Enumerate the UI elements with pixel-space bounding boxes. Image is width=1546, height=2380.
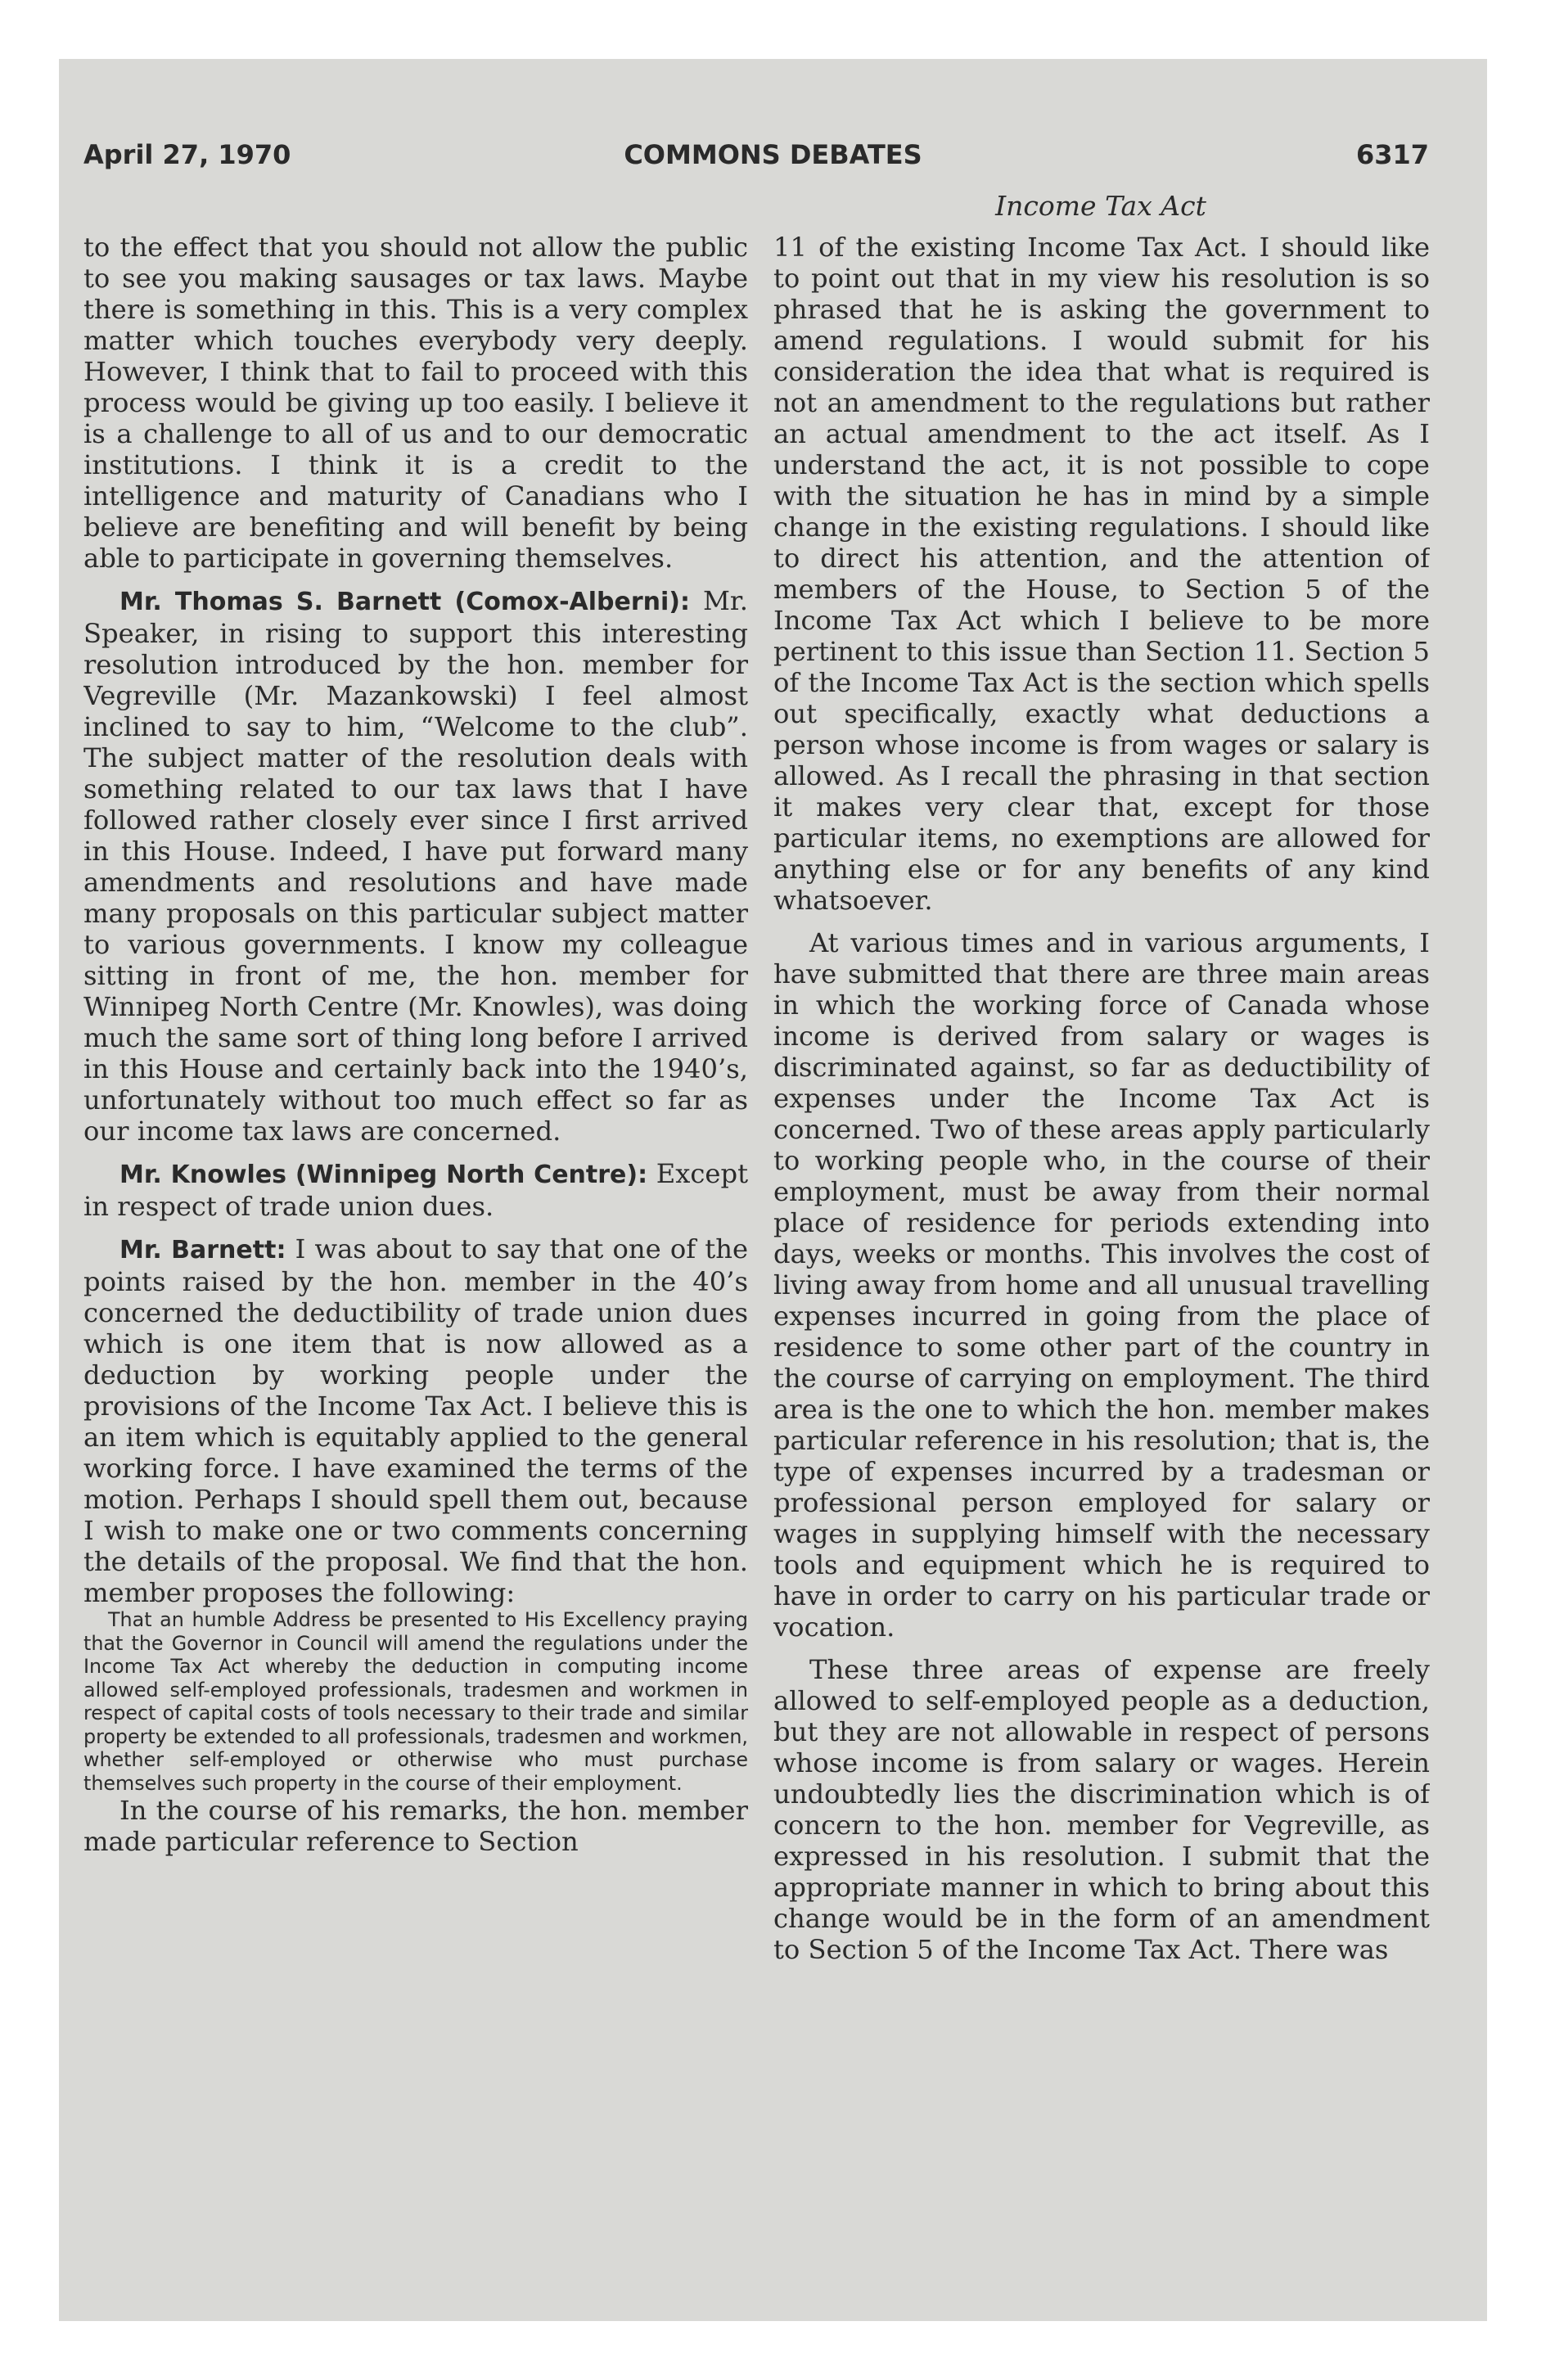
quoted-motion: That an humble Address be presented to His Excellency praying that the Governor in Council will amend the regulations under the Income Tax Act whereby the deduction in computing income allowed self-employed professionals, tradesmen and workmen in respect of capital costs of tools necessary to their trade and similar property be extended to all professionals, tradesmen and workmen, whether self-employed or otherwise who must purchase themselves such property in the course of their employment. [83,1608,748,1795]
right-column [773,232,1430,2114]
section-title: Income Tax Act [995,190,1206,222]
paragraph: In the course of his remarks, the hon. member made particular reference to Section [83,1795,748,1857]
speaker-name: Mr. Thomas S. Barnett (Comox-Alberni): [119,588,690,616]
page-date: April 27, 1970 [83,139,291,170]
speech-text: Mr. Speaker, in rising to support this interesting resolution introduced by the hon. member for Vegreville (Mr. Mazankowski) I feel almost inclined to say to him, “Welcome to the club”. The subject matter of the resolution deals with something related to our tax laws that I have followed rather closely ever since I first arrived in this House. Indeed, I have put forward many amendments and resolutions and have made many proposals on this particular subject matter to various governments. I know my colleague sitting in front of me, the hon. member for Winnipeg North Centre (Mr. Knowles), was doing much the same sort of thing long before I arrived in this House and certainly back into the 1940’s, unfortunately without too much effect so far as our income tax laws are concerned. [83,585,748,1147]
left-column [83,232,748,2114]
paragraph: These three areas of expense are freely allowed to self-employed people as a deduction, but they are not allowable in respect of persons whose income is from salary or wages. Herein undoubtedly lies the discrimination which is of concern to the hon. member for Vegreville, as expressed in his resolution. I submit that the appropriate manner in which to bring about this change would be in the form of an amendment to Section 5 of the Income Tax Act. There was [773,1654,1430,1965]
paragraph: At various times and in various arguments, I have submitted that there are three main areas in which the working force of Canada whose income is derived from salary or wages is discriminated against, so far as deductibility of expenses under the Income Tax Act is concerned. Two of these areas apply particularly to working people who, in the course of their employment, must be away from their normal place of residence for periods extending into days, weeks or months. This involves the cost of living away from home and all unusual travelling expenses incurred in going from the place of residence to some other part of the country in the course of carrying on employment. The third area is the one to which the hon. member makes particular reference in his resolution; that is, the type of expenses incurred by a tradesman or professional person employed for salary or wages in supplying himself with the necessary tools and equipment which he is required to have in order to carry on his particular trade or vocation. [773,927,1430,1643]
speech-text: I was about to say that one of the points raised by the hon. member in the 40’s concerned the deductibility of trade union dues which is one item that is now allowed as a deduction by working people under the provisions of the Income Tax Act. I believe this is an item which is equitably applied to the general working force. I have examined the terms of the motion. Perhaps I should spell them out, because I wish to make one or two comments concerning the details of the proposal. We find that the hon. member proposes the following: [83,1233,748,1608]
speaker-name: Mr. Barnett: [119,1236,286,1264]
paragraph [83,585,748,1147]
speech-text: Except in respect of trade union dues. [83,1158,748,1222]
publication-title: COMMONS DEBATES [624,139,922,170]
paragraph [83,1233,748,1608]
page-number: 6317 [1355,139,1429,170]
speaker-name: Mr. Knowles (Winnipeg North Centre): [119,1161,648,1189]
paragraph: 11 of the existing Income Tax Act. I should like to point out that in my view his resolution is so phrased that he is asking the government to amend regulations. I would submit for his consideration the idea that what is required is not an amendment to the regulations but rather an actual amendment to the act itself. As I understand the act, it is not possible to cope with the situation he has in mind by a simple change in the existing regulations. I should like to direct his attention, and the attention of members of the House, to Section 5 of the Income Tax Act which I believe to be more pertinent to this issue than Section 11. Section 5 of the Income Tax Act is the section which spells out specifically, exactly what deductions a person whose income is from wages or salary is allowed. As I recall the phrasing in that section it makes very clear that, except for those particular items, no exemptions are allowed for anything else or for any benefits of any kind whatsoever. [773,232,1430,916]
paragraph: to the effect that you should not allow the public to see you making sausages or tax laws. Maybe there is something in this. This is a very complex matter which touches everybody very deeply. However, I think that to fail to proceed with this process would be giving up too easily. I believe it is a challenge to all of us and to our democratic institutions. I think it is a credit to the intelligence and maturity of Canadians who I believe are benefiting and will benefit by being able to participate in governing themselves. [83,232,748,574]
paragraph [83,1158,748,1222]
